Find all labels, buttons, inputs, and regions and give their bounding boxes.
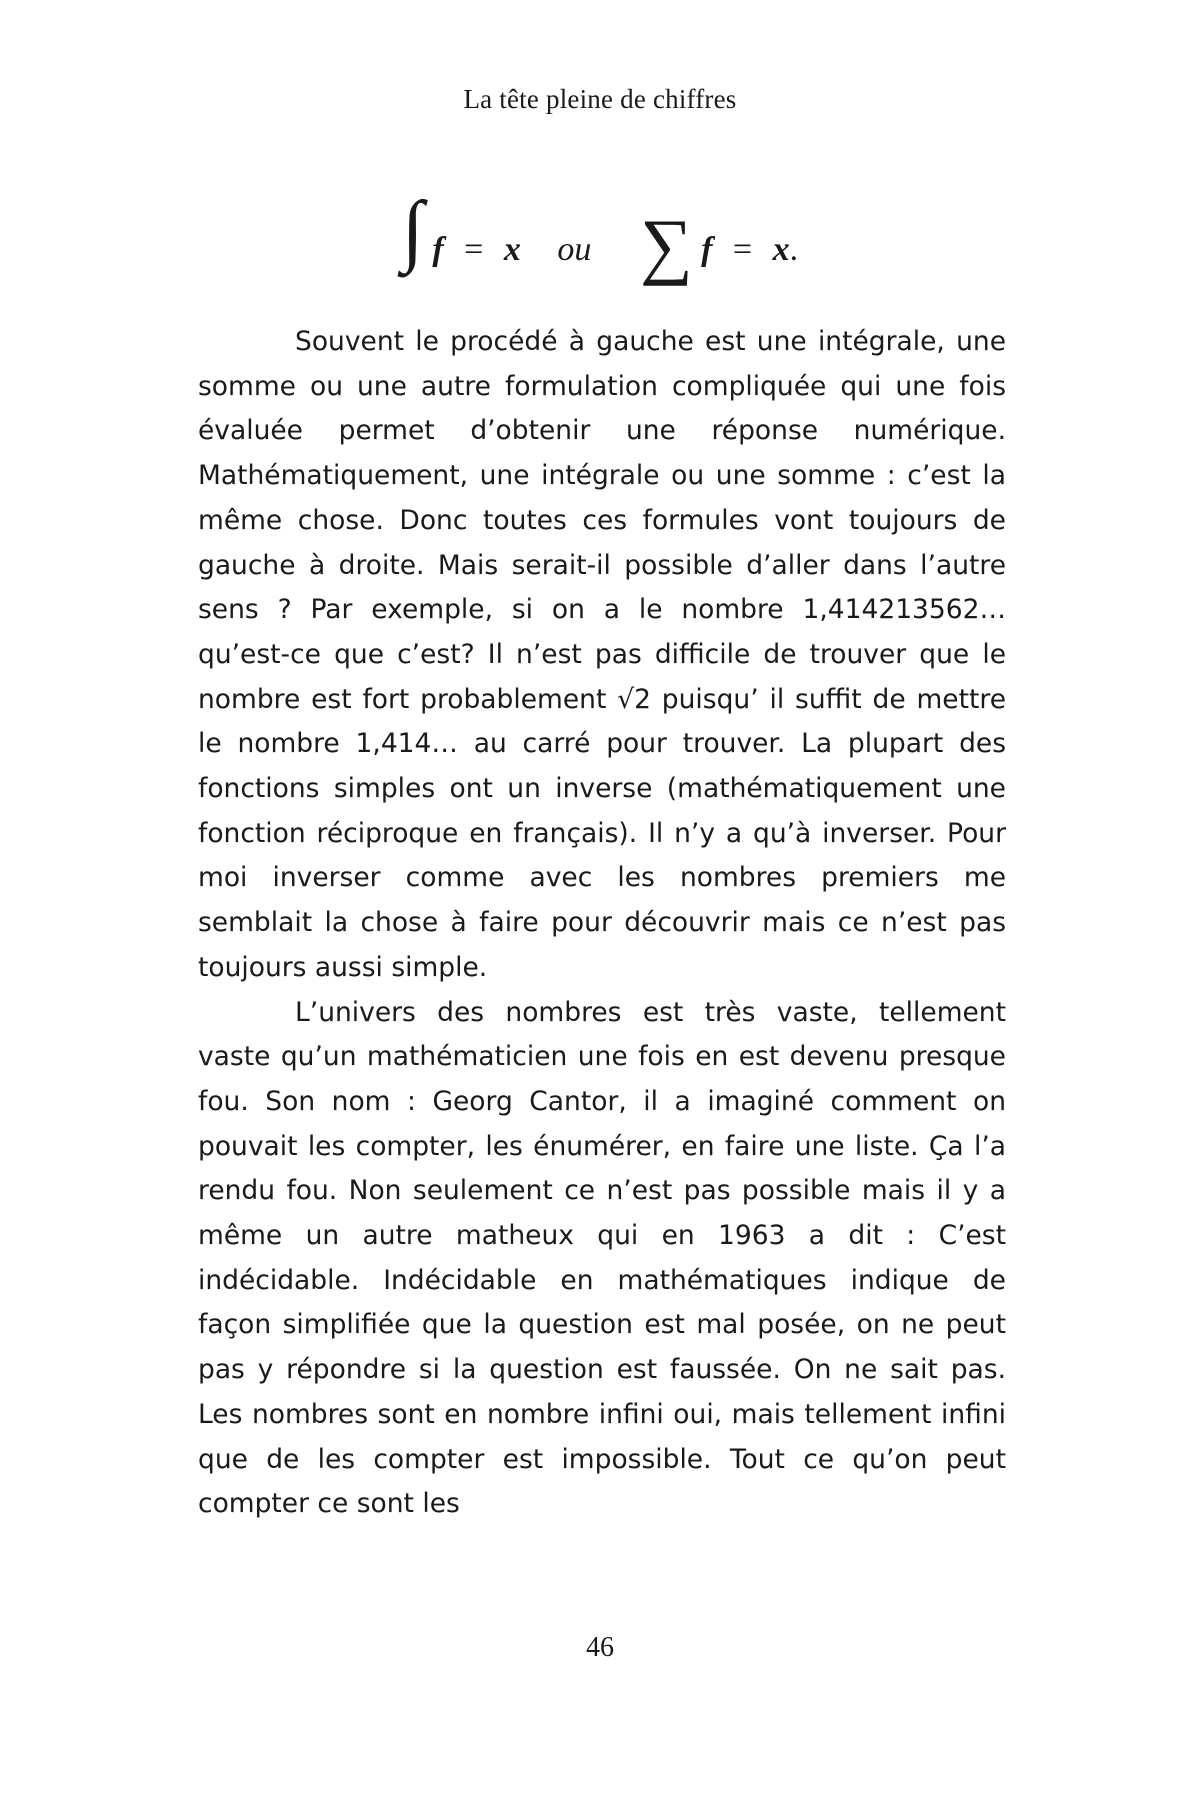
integral-equals: = <box>464 231 484 269</box>
integral-lhs: f <box>432 231 444 269</box>
sum-equals: = <box>732 231 753 269</box>
formula-end-punct: . <box>789 231 799 269</box>
sum-lhs: f <box>701 231 713 269</box>
integral-sign: ∫ <box>401 186 424 274</box>
display-formula <box>0 182 1200 288</box>
sum-rhs: x <box>772 231 790 269</box>
paragraph: Souvent le procédé à gauche est une intégrale, une somme ou une autre formulation compliquée qui une fois évaluée permet d’obtenir une réponse numérique. Mathématiquement, une intégrale ou une somme : c’est la même chose. Donc toutes ces formules vont toujours de gauche à droite. Mais serait-il possible d’aller dans l’autre sens ? Par exemple, si on a le nombre 1,414213562… qu’est-ce que c’est? Il n’est pas difficile de trouver que le nombre est fort probablement √2 puisqu’ il suffit de mettre le nombre 1,414… au carré pour trouver. La plupart des fonctions simples ont un inverse (mathématiquement une fonction réciproque en français). Il n’y a qu’à inverser. Pour moi inverser comme avec les nombres premiers me semblait la chose à faire pour découvrir mais ce n’est pas toujours aussi simple. <box>198 326 1006 983</box>
paragraph: L’univers des nombres est très vaste, tellement vaste qu’un mathématicien une fois en est devenu presque fou. Son nom : Georg Cantor, il a imaginé comment on pouvait les compter, les énumérer, en faire une liste. Ça l’a rendu fou. Non seulement ce n’est pas possible mais il y a même un autre matheux qui en 1963 a dit : C’est indécidable. Indécidable en mathématiques indique de façon simplifiée que la question est mal posée, on ne peut pas y répondre si la question est faussée. On ne sait pas. Les nombres sont en nombre infini oui, mais tellement infini que de les compter est impossible. Tout ce qu’on peut compter ce sont les <box>198 996 1006 1520</box>
page-number: 46 <box>586 1632 614 1663</box>
integral-rhs: x <box>503 231 521 269</box>
running-header: La tête pleine de chiffres <box>463 84 737 114</box>
body-text <box>198 320 1006 1527</box>
formula-connector: ou <box>557 231 592 269</box>
sum-sign: ∑ <box>639 205 693 288</box>
